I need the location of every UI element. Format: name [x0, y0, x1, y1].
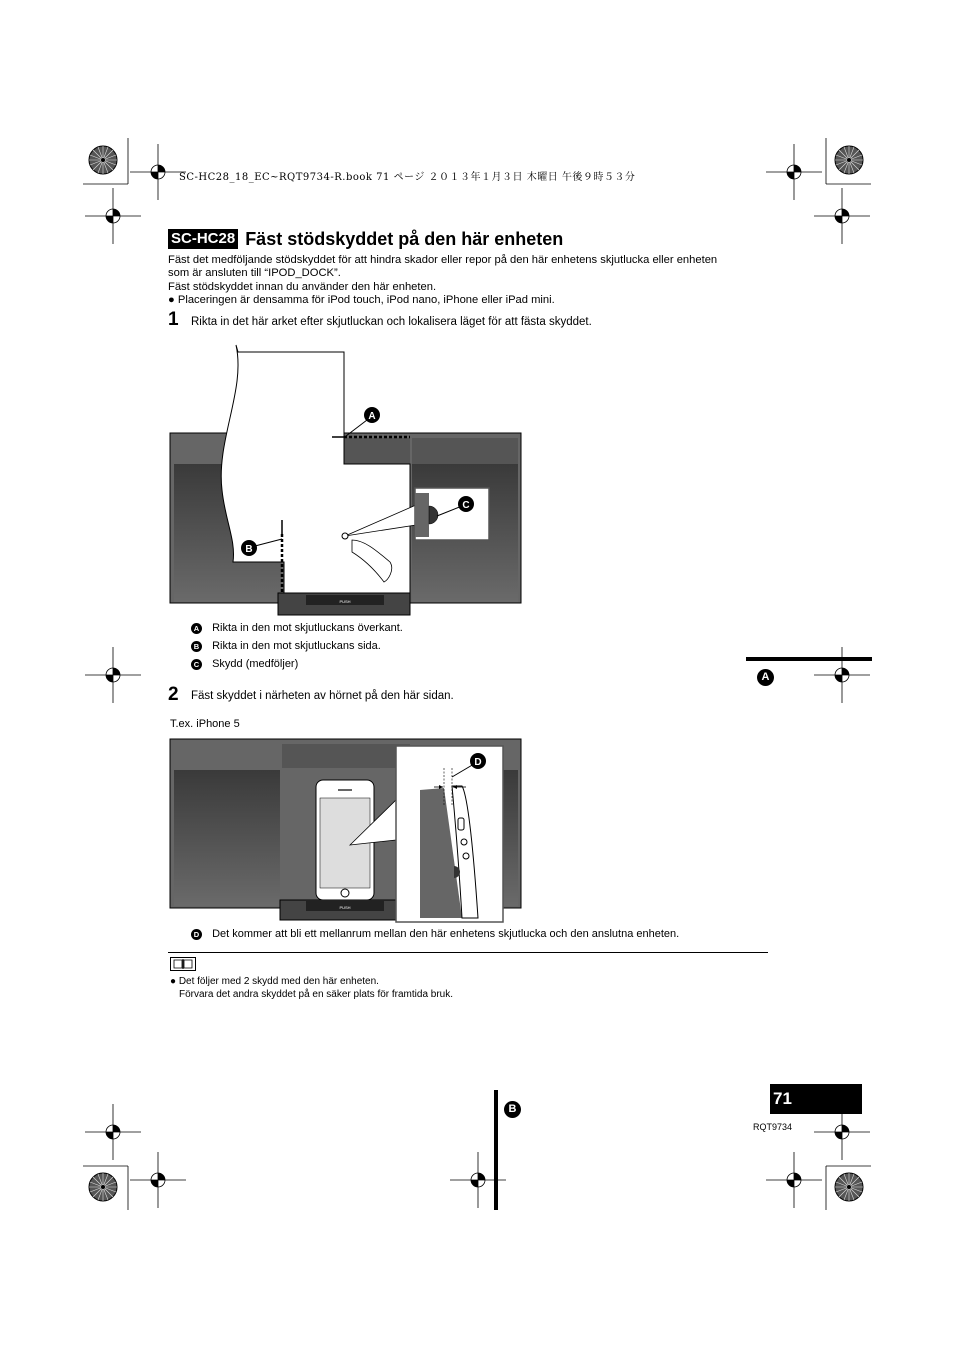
print-header: SC-HC28_18_EC~RQT9734-R.book 71 ページ ２０１３年１月３日 木曜日 午後９時５３分 [179, 172, 636, 183]
illustration-step-2 [160, 733, 530, 925]
section-divider [168, 952, 768, 953]
intro-bullet: ● Placeringen är densamma för iPod touch, iPod nano, iPhone eller iPad mini. [168, 294, 555, 307]
intro-text [168, 254, 768, 308]
step-2-text: Fäst skyddet i närheten av hörnet på den här sidan. [191, 690, 454, 702]
legend-b-marker: B [191, 641, 202, 652]
intro-line-2: som är ansluten till “IPOD_DOCK”. [168, 267, 341, 280]
legend-c [191, 658, 298, 670]
legend-b-text: Rikta in den mot skjutluckans sida. [212, 640, 381, 652]
legend-a [191, 622, 403, 634]
note-text [170, 976, 453, 1001]
example-caption: T.ex. iPhone 5 [170, 718, 240, 730]
callout-d-letter: D [474, 757, 482, 768]
callout-b-letter: B [245, 544, 253, 555]
callout-c-letter: C [462, 500, 470, 511]
push-label-1: PUSH [339, 599, 351, 604]
step-1-number: 1 [168, 309, 179, 330]
legend-a-text: Rikta in den mot skjutluckans överkant. [212, 622, 403, 634]
note-line-2: Förvara det andra skyddet på en säker plats för framtida bruk. [179, 988, 454, 1000]
book-note-icon [170, 957, 196, 971]
step-2-number: 2 [168, 684, 179, 705]
legend-b [191, 640, 381, 652]
legend-d [191, 928, 679, 940]
intro-line-1: Fäst det medföljande stödskyddet för att hindra skador eller repor på den här enhetens skjutlucka eller enheten [168, 254, 718, 266]
section-title-row [168, 229, 563, 249]
side-marker-a: A [757, 669, 774, 686]
illustration-step-1 [160, 338, 530, 620]
page-title: Fäst stödskyddet på den här enheten [245, 229, 564, 249]
side-marker-b: B [504, 1101, 521, 1118]
legend-a-marker: A [191, 623, 202, 634]
intro-line-3: Fäst stödskyddet innan du använder den här enheten. [168, 280, 437, 293]
note-line-1: ● Det följer med 2 skydd med den här enheten. [170, 976, 379, 987]
legend-c-marker: C [191, 659, 202, 670]
legend-d-text: Det kommer att bli ett mellanrum mellan den här enhetens skjutlucka och den anslutna enheten. [212, 928, 680, 940]
legend-c-text: Skydd (medföljer) [212, 658, 299, 670]
step-1-text: Rikta in det här arket efter skjutluckan och lokalisera läget för att fästa skyddet. [191, 316, 592, 328]
legend-d-marker: D [191, 929, 202, 940]
page-number: 71 [770, 1084, 862, 1114]
callout-a-letter: A [368, 411, 376, 422]
push-label-2: PUSH [339, 905, 351, 910]
doc-code: RQT9734 [753, 1122, 793, 1132]
model-badge: SC-HC28 [168, 229, 238, 249]
